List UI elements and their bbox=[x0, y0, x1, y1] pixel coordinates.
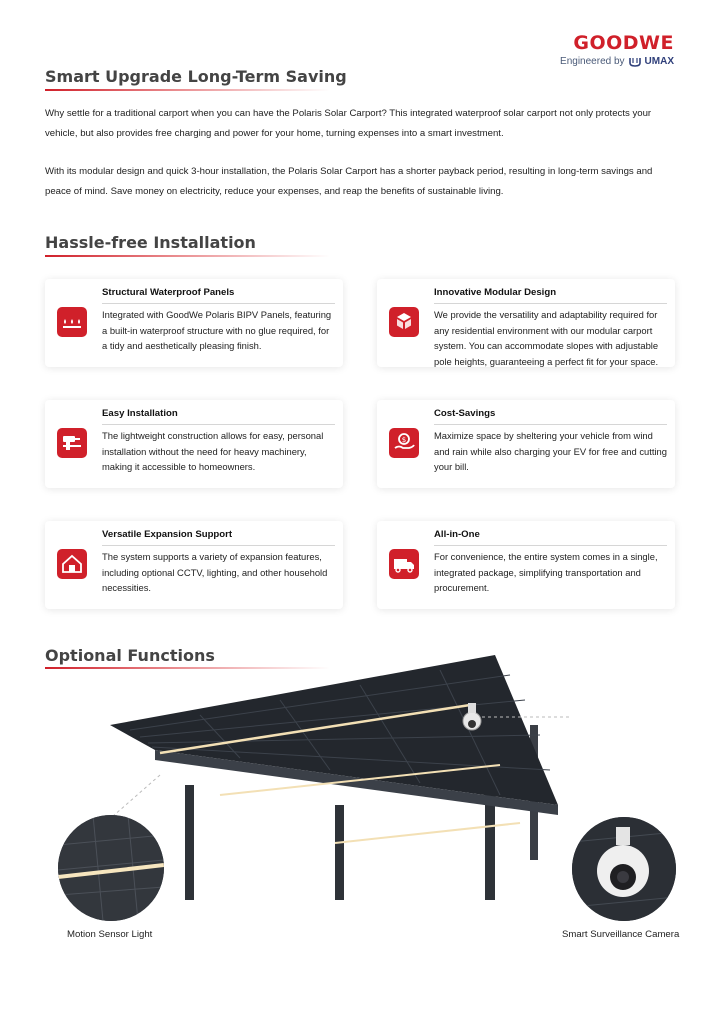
feature-text: The system supports a variety of expansion features, including optional CCTV, lighting, and other household necessities. bbox=[102, 551, 328, 593]
feature-text: Integrated with GoodWe Polaris BIPV Panels, featuring a built-in waterproof structure with no glue required, for a tidy and aesthetically pleasing finish. bbox=[102, 309, 332, 351]
feature-card-cost-savings bbox=[377, 400, 675, 488]
brand-logo bbox=[560, 32, 674, 67]
tagline-text: Engineered by bbox=[560, 56, 625, 67]
feature-title: Structural Waterproof Panels bbox=[102, 287, 235, 298]
smart-upgrade-paragraph-2: With its modular design and quick 3-hour installation, the Polaris Solar Carport has a shorter payback period, resulting in long-term savings and peace of mind. Save money on electricity, reduce your expenses, and reap the benefits of sustainable living. bbox=[45, 166, 653, 197]
feature-divider bbox=[434, 545, 667, 546]
partner-name: UMAX bbox=[644, 56, 674, 67]
feature-title: Versatile Expansion Support bbox=[102, 529, 233, 540]
umax-logo-icon bbox=[629, 57, 641, 67]
installation-title: Hassle-free Installation bbox=[45, 233, 256, 252]
feature-divider bbox=[434, 303, 667, 304]
water-drops-icon bbox=[57, 307, 87, 337]
optional-functions-title: Optional Functions bbox=[45, 646, 215, 665]
logo-tagline bbox=[560, 56, 674, 67]
feature-text: Maximize space by sheltering your vehicle from wind and rain while also charging your EV for free and cutting your bill. bbox=[434, 430, 667, 472]
feature-divider bbox=[102, 424, 335, 425]
svg-text:$: $ bbox=[401, 436, 407, 444]
surveillance-camera-caption: Smart Surveillance Camera bbox=[562, 929, 680, 940]
delivery-truck-icon bbox=[389, 549, 419, 579]
feature-title: Easy Installation bbox=[102, 408, 178, 419]
feature-card-all-in-one bbox=[377, 521, 675, 609]
feature-card-modular bbox=[377, 279, 675, 367]
smart-upgrade-underline bbox=[45, 89, 330, 91]
modular-blocks-icon bbox=[389, 307, 419, 337]
feature-text: For convenience, the entire system comes in a single, integrated package, simplifying transportation and procurement. bbox=[434, 551, 658, 593]
feature-card-expansion bbox=[45, 521, 343, 609]
feature-card-easy-install bbox=[45, 400, 343, 488]
solar-carport-image bbox=[100, 655, 570, 905]
logo-wordmark: GOODWE bbox=[573, 32, 674, 54]
surveillance-camera-closeup bbox=[572, 817, 676, 921]
money-hand-icon bbox=[389, 428, 419, 458]
motion-sensor-light-caption: Motion Sensor Light bbox=[67, 929, 153, 940]
feature-divider bbox=[102, 545, 335, 546]
install-tool-icon bbox=[57, 428, 87, 458]
feature-title: Cost-Savings bbox=[434, 408, 496, 419]
smart-upgrade-paragraph-1: Why settle for a traditional carport when you can have the Polaris Solar Carport? This integrated waterproof solar carport not only protects your vehicle, but also provides free charging and power for your home, turning expenses into a smart investment. bbox=[45, 108, 652, 139]
feature-divider bbox=[434, 424, 667, 425]
installation-underline bbox=[45, 255, 330, 257]
feature-card-waterproof bbox=[45, 279, 343, 367]
feature-title: Innovative Modular Design bbox=[434, 287, 557, 298]
feature-divider bbox=[102, 303, 335, 304]
house-expansion-icon bbox=[57, 549, 87, 579]
feature-text: The lightweight construction allows for easy, personal installation without the need for heavy machinery, making it accessible to homeowners. bbox=[102, 430, 324, 472]
motion-sensor-light-closeup bbox=[58, 815, 164, 921]
smart-upgrade-title: Smart Upgrade Long-Term Saving bbox=[45, 67, 347, 86]
feature-text: We provide the versatility and adaptability required for any residential environment with our modular carport system. You can accommodate slopes with adjustable pole heights, guaranteeing a perfect fit for your space. bbox=[434, 309, 659, 367]
feature-title: All-in-One bbox=[434, 529, 480, 540]
